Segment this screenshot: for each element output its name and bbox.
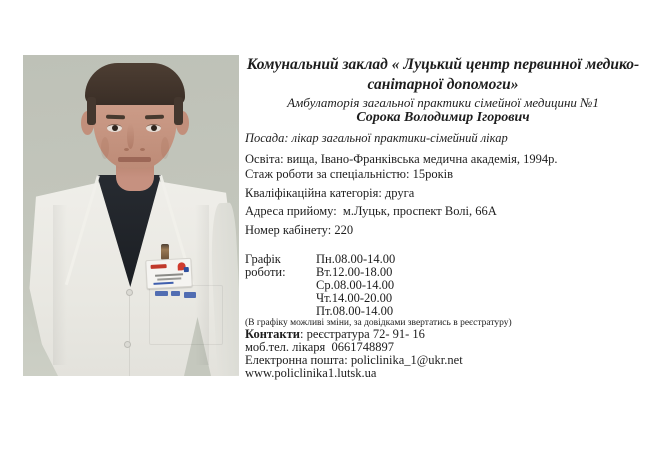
left-eyebrow (106, 115, 125, 120)
organization-title-line-2: санітарної допомоги» (367, 76, 519, 93)
nostril (140, 148, 145, 151)
contacts-email-line: Електронна пошта: policlinika_1@ukr.net (245, 353, 463, 367)
work-schedule-label: Графік роботи: (245, 252, 286, 279)
work-schedule-times (316, 253, 395, 318)
field-education: Освіта: вища, Івано-Франківська медична академія, 1994р. (245, 152, 558, 166)
badge-clip (161, 244, 169, 260)
coat-button (124, 341, 131, 348)
department-line: Амбулаторія загальної практики сімейної медицини №1 (287, 95, 599, 110)
badge-logo-blue-accent (184, 267, 189, 272)
field-category: Кваліфікаційна категорія: друга (245, 186, 415, 200)
hair (85, 63, 185, 105)
coat-fold-shadow (53, 205, 67, 365)
field-address: Адреса прийому: м.Луцьк, проспект Волі, 66А (245, 204, 497, 218)
schedule-note: (В графіку можливі зміни, за довідками звертатись в реєстратуру) (245, 318, 512, 328)
badge-red-title-mark (151, 264, 167, 269)
coat-placket-seam (129, 292, 131, 376)
organization-title-line-1: Комунальний заклад « Луцький центр первинної медико- (246, 56, 640, 73)
pocket-embroidery-mark (155, 291, 168, 296)
pocket-embroidery-mark (171, 291, 180, 296)
cheek-shadow (101, 137, 109, 159)
badge-text-line (153, 282, 173, 285)
field-experience: Стаж роботи за спеціальністю: 15років (245, 167, 454, 181)
schedule-monday: Пн.08.00-14.00 (316, 252, 396, 266)
sideburn (87, 97, 96, 125)
badge-text-line (157, 277, 181, 280)
id-badge (145, 258, 192, 289)
doctor-name: Сорока Володимир Ігорович (356, 110, 530, 125)
schedule-thursday: Чт.14.00-20.00 (316, 291, 393, 305)
badge-text-line (155, 273, 183, 276)
schedule-tuesday: Вт.12.00-18.00 (316, 265, 393, 279)
cheek-shadow (161, 137, 169, 159)
contacts-website-line: www.policlinika1.lutsk.ua (245, 366, 377, 380)
right-eyebrow (145, 115, 164, 120)
contacts-registry-phone: : реєстратура 72- 91- 16 (299, 327, 425, 341)
coat-button (126, 289, 133, 296)
contacts-block (245, 328, 641, 380)
left-pupil (112, 125, 118, 131)
schedule-friday: Пт.08.00-14.00 (316, 304, 394, 318)
field-position: Посада: лікар загальної практики-сімейний лікар (245, 131, 508, 145)
mouth (118, 157, 151, 162)
contacts-label: Контакти (245, 327, 300, 341)
right-pupil (151, 125, 157, 131)
field-room-number: Номер кабінету: 220 (245, 223, 354, 237)
info-text-column (245, 50, 641, 380)
pocket-embroidery-mark (184, 292, 196, 298)
nose (127, 123, 134, 149)
nostril (124, 148, 129, 151)
doctor-photo (23, 55, 239, 376)
contacts-mobile-line: моб.тел. лікаря 0661748897 (245, 340, 395, 354)
work-schedule (245, 253, 641, 318)
schedule-wednesday: Ср.08.00-14.00 (316, 278, 395, 292)
sideburn (174, 97, 183, 125)
